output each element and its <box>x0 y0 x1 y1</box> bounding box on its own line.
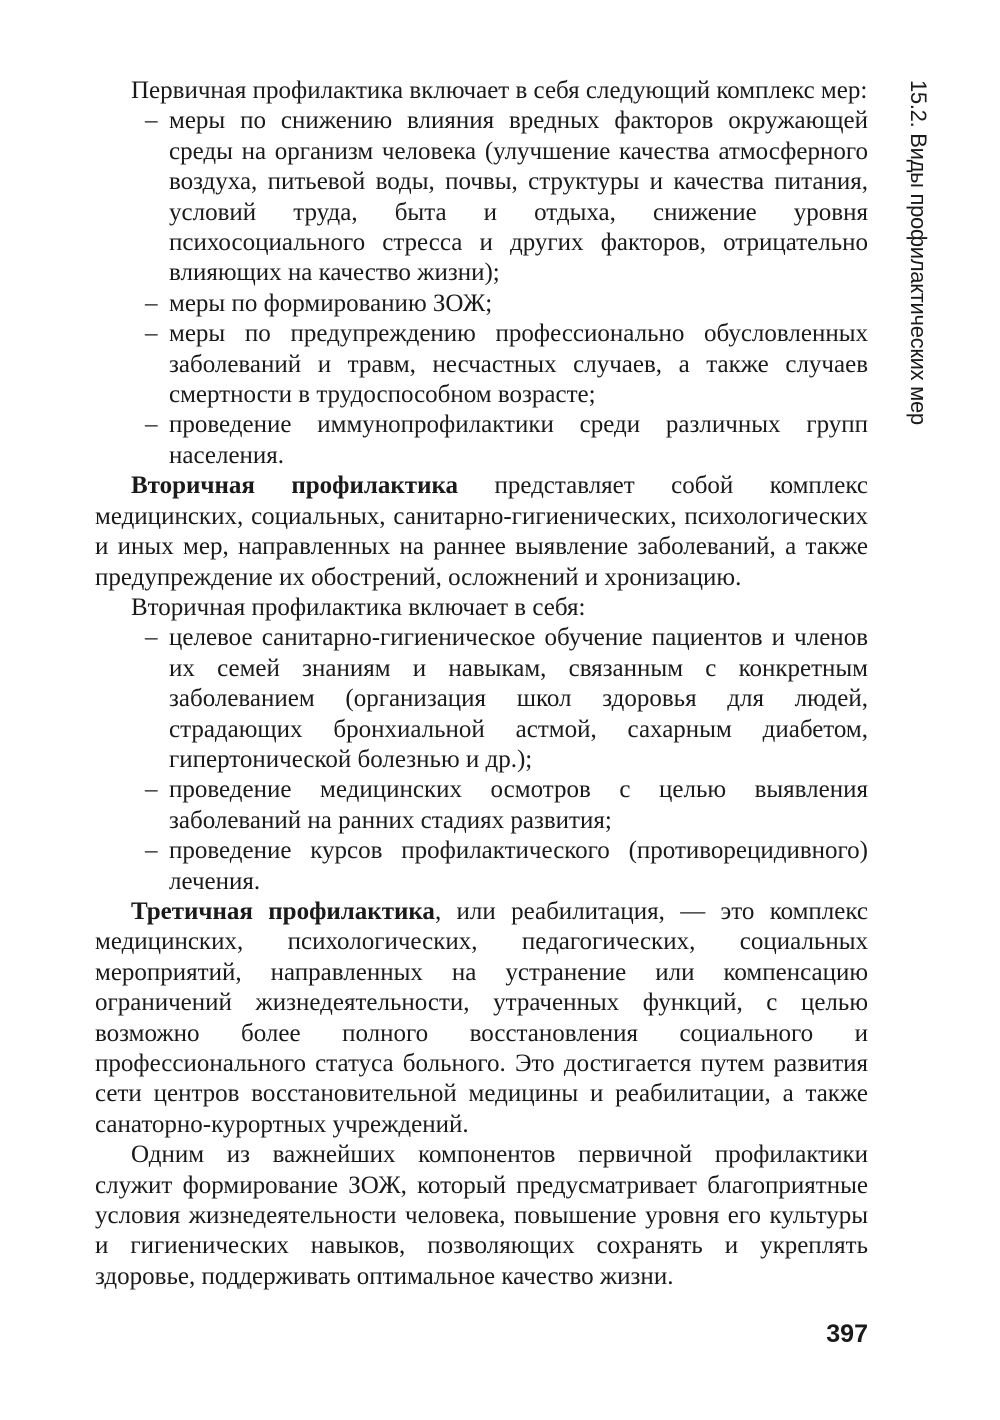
secondary-list <box>95 623 868 897</box>
dash-marker: – <box>145 289 158 317</box>
page-number: 397 <box>826 1320 868 1348</box>
secondary-definition <box>95 471 868 593</box>
dash-marker: – <box>145 776 158 804</box>
running-head: 15.2. Виды профилактических мер <box>906 80 931 425</box>
list-item-text: проведение курсов профилактического (противорецидивного) лечения. <box>169 837 868 895</box>
page-body <box>95 76 868 1292</box>
tertiary-definition-text: , или реабилитация, — это комплекс медицинских, психологических, педагогических, социальных мероприятий, направленных на устранение или компенсацию ограничений жизнедеятельности, утраченных функций, с целью возможно более полного восстановления социального и профессионального статуса больного. Это достигается путем развития сети центров восстановительной медицины и реабилитации, а также санаторно-курортных учреждений. <box>95 897 869 1138</box>
list-item <box>145 836 868 897</box>
list-item-text: меры по снижению влияния вредных факторов окружающей среды на организм человека (улучшение качества атмосферного воздуха, питьевой воды, почвы, структуры и качества питания, условий труда, быта и отдыха, снижение уровня психосоциального стресса и других факторов, отрицательно влияющих на качество жизни); <box>169 107 868 287</box>
list-item-text: меры по предупреждению профессионально обусловленных заболеваний и травм, несчастных случаев, а также случаев смертности в трудоспособном возрасте; <box>169 320 868 409</box>
list-item <box>145 775 868 836</box>
dash-marker: – <box>145 837 158 865</box>
tertiary-definition <box>95 897 868 1140</box>
secondary-definition-text: представляет собой комплекс медицинских, социальных, санитарно-гигиенических, психологических и иных мер, направленных на раннее выявление заболеваний, а также предупреждение их обострений, осложнений и хронизацию. <box>95 472 868 591</box>
secondary-term: Вторичная профилактика <box>131 472 459 500</box>
dash-marker: – <box>145 624 158 652</box>
closing-paragraph: Одним из важнейших компонентов первичной профилактики служит формирование ЗОЖ, который предусматривает благоприятные условия жизнедеятельности человека, повышение уровня его культуры и гигиенических навыков, позволяющих сохранять и укреплять здоровье, поддерживать оптимальное качество жизни. <box>95 1141 868 1290</box>
list-item <box>145 106 868 288</box>
list-item <box>145 289 868 319</box>
list-item-text: меры по формированию ЗОЖ; <box>169 289 493 317</box>
dash-marker: – <box>145 411 158 439</box>
list-item-text: проведение медицинских осмотров с целью выявления заболеваний на ранних стадиях развития; <box>169 776 868 834</box>
primary-list <box>95 106 868 471</box>
dash-marker: – <box>145 320 158 348</box>
dash-marker: – <box>145 107 158 135</box>
secondary-intro: Вторичная профилактика включает в себя: <box>131 593 586 621</box>
primary-intro: Первичная профилактика включает в себя следующий комплекс мер: <box>131 77 868 104</box>
list-item-text: проведение иммунопрофилактики среди различных групп населения. <box>169 411 868 469</box>
list-item-text: целевое санитарно-гигиеническое обучение пациентов и членов их семей знаниям и навыкам, связанным с конкретным заболеванием (организация школ здоровья для людей, страдающих бронхиальной астмой, сахарным диабетом, гипертонической болезнью и др.); <box>169 624 868 773</box>
tertiary-term: Третичная профилактика <box>131 897 435 925</box>
list-item <box>145 319 868 410</box>
list-item <box>145 410 868 471</box>
list-item <box>145 623 868 775</box>
